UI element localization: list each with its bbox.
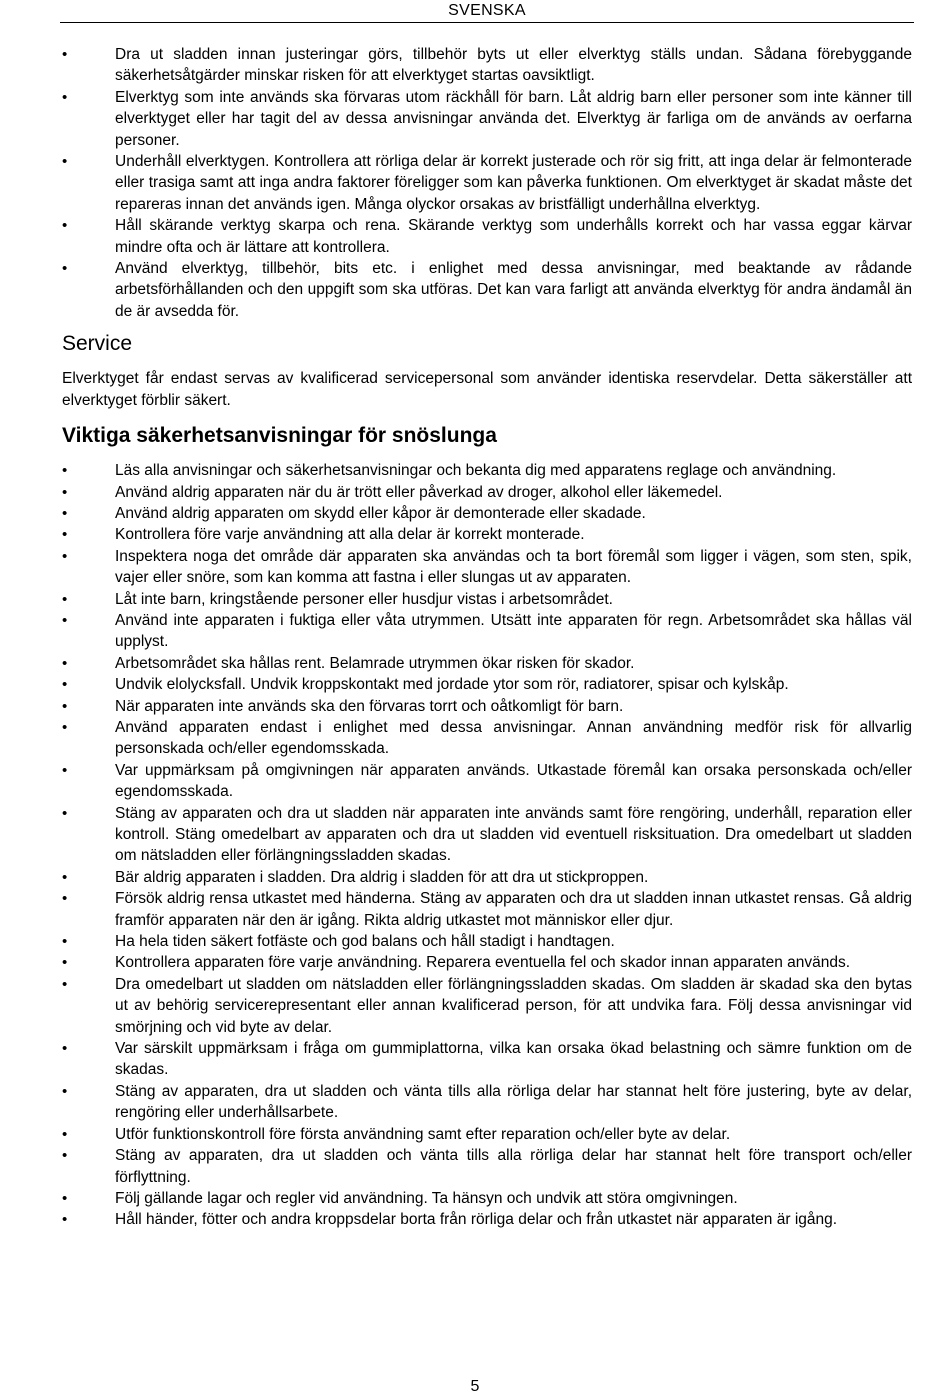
list-item [62,151,912,215]
list-item-text: Elverktyg som inte används ska förvaras utom räckhåll för barn. Låt aldrig barn eller personer som inte känner till elverktyget eller har tagit del av dessa anvisningar använda det. Elverktyg är farliga om de används av oerfarna personer. [115,88,912,149]
list-item [62,215,912,258]
list-item [62,867,912,888]
list-item [62,610,912,653]
bullet-icon: • [62,1125,68,1143]
list-item [62,931,912,952]
list-item [62,974,912,1038]
list-item-text: Använd aldrig apparaten när du är trött eller påverkad av droger, alkohol eller läkemedel. [115,483,723,501]
list-item-text: Inspektera noga det område där apparaten ska användas och ta bort föremål som ligger i vägen, som sten, spik, vajer eller snöre, som kan komma att fastna i eller slungas ut av apparaten. [115,547,912,587]
bullet-icon: • [62,483,68,501]
list-item-text: Dra ut sladden innan justeringar görs, tillbehör byts ut eller elverktyg ställs undan. Sådana förebyggande säkerhetsåtgärder minskar risken för att elverktyget startas oavsiktligt. [115,46,912,85]
list-item-text: Använd aldrig apparaten om skydd eller kåpor är demonterade eller skadade. [115,504,646,522]
bullet-icon: • [62,1147,68,1165]
list-item-text: När apparaten inte används ska den förvaras torrt och oåtkomligt för barn. [115,697,624,715]
bullet-icon: • [62,611,68,629]
list-item [62,653,912,674]
bullet-icon: • [62,868,68,886]
list-item [62,482,912,503]
list-item [62,888,912,931]
page-header-title: SVENSKA [448,2,526,19]
bullet-icon: • [62,1189,68,1207]
list-item-text: Använd apparaten endast i enlighet med dessa anvisningar. Annan användning medför risk för allvarlig personskada och/eller egendomsskada. [115,718,912,758]
list-item [62,546,912,589]
bullet-icon: • [62,954,68,972]
list-item-text: Var särskilt uppmärksam i fråga om gummiplattorna, vilka kan orsaka ökad belastning och sämre funktion om de skadas. [115,1040,912,1079]
bullet-icon: • [62,761,68,779]
snowblower-heading: Viktiga säkerhetsanvisningar för snöslunga [62,424,497,448]
bullet-icon: • [62,260,68,278]
service-paragraph: Elverktyget får endast servas av kvalificerad servicepersonal som använder identiska reservdelar. Detta säkerställer att elverktyget förblir säkert. [62,370,912,409]
list-item [62,674,912,695]
list-item [62,87,912,151]
list-item-text: Håll skärande verktyg skarpa och rena. Skärande verktyg som underhålls korrekt och har vassa eggar kärvar mindre ofta och är lättare att kontrollera. [115,217,912,256]
bullet-icon: • [62,504,68,522]
list-item-text: Kontrollera före varje användning att alla delar är korrekt monterade. [115,526,585,544]
bullet-icon: • [62,697,68,715]
list-item [62,1081,912,1124]
list-item [62,1188,912,1209]
bullet-icon: • [62,46,68,63]
bullet-icon: • [62,1211,68,1229]
list-item-text: Kontrollera apparaten före varje användning. Reparera eventuella fel och skador innan apparaten används. [115,954,851,972]
bullet-icon: • [62,654,68,672]
page-content [62,44,912,1231]
list-item-text: Undvik elolycksfall. Undvik kroppskontakt med jordade ytor som rör, radiatorer, spisar och kylskåp. [115,676,789,694]
bullet-icon: • [62,890,68,908]
list-item [62,1209,912,1230]
list-item-text: Använd inte apparaten i fuktiga eller våta utrymmen. Utsätt inte apparaten för regn. Arbetsområdet ska hållas väl upplyst. [115,611,912,651]
list-item [62,803,912,867]
list-item-text: Bär aldrig apparaten i sladden. Dra aldrig i sladden för att dra ut stickproppen. [115,868,649,886]
bullet-icon: • [62,462,68,480]
safety-list-general [62,44,912,322]
list-item [62,952,912,973]
list-item-text: Underhåll elverktygen. Kontrollera att rörliga delar är korrekt justerade och rör sig fritt, att inga delar är felmonterade eller trasiga samt att inga andra faktorer föreligger som kan påverka funktionen. Om elverktyget är skadat måste det repareras innan det används igen. Många olyckor orsakas av bristfälligt underhållna elverktyg. [115,153,912,213]
bullet-icon: • [62,1040,68,1058]
bullet-icon: • [62,88,68,106]
list-item [62,717,912,760]
list-item [62,460,912,481]
bullet-icon: • [62,804,68,822]
list-item-text: Läs alla anvisningar och säkerhetsanvisningar och bekanta dig med apparatens reglage och användning. [115,462,837,480]
list-item-text: Ha hela tiden säkert fotfäste och god balans och håll stadigt i handtagen. [115,933,615,951]
list-item [62,589,912,610]
bullet-icon: • [62,1082,68,1100]
list-item-text: Var uppmärksam på omgivningen när apparaten används. Utkastade föremål kan orsaka personskada och/eller egendomsskada. [115,761,912,801]
list-item [62,1124,912,1145]
list-item-text: Stäng av apparaten och dra ut sladden när apparaten inte används samt före rengöring, underhåll, reparation eller kontroll. Stäng omedelbart av apparaten och dra ut sladden vid eventuell risksituation. Dra omedelbart ut sladden om nätsladden eller förlängningssladden skadas. [115,804,912,865]
list-item [62,1145,912,1188]
bullet-icon: • [62,933,68,951]
bullet-icon: • [62,526,68,544]
list-item [62,760,912,803]
list-item [62,503,912,524]
safety-list-snowblower [62,460,912,1231]
bullet-icon: • [62,153,68,171]
bullet-icon: • [62,547,68,565]
list-item-text: Stäng av apparaten, dra ut sladden och vänta tills alla rörliga delar har stannat helt före justering, byte av delar, rengöring eller underhållsarbete. [115,1082,912,1122]
list-item [62,44,912,87]
list-item-text: Stäng av apparaten, dra ut sladden och vänta tills alla rörliga delar har stannat helt före transport och/eller förflyttning. [115,1147,912,1186]
list-item-text: Låt inte barn, kringstående personer eller husdjur vistas i arbetsområdet. [115,590,613,608]
list-item [62,524,912,545]
list-item-text: Använd elverktyg, tillbehör, bits etc. i enlighet med dessa anvisningar, med beaktande av rådande arbetsförhållanden och den uppgift som ska utföras. Det kan vara farligt att använda elverktyg för andra ändamål än de är avsedda för. [115,260,912,320]
bullet-icon: • [62,590,68,608]
bullet-icon: • [62,718,68,736]
list-item-text: Arbetsområdet ska hållas rent. Belamrade utrymmen ökar risken för skador. [115,654,635,672]
list-item-text: Håll händer, fötter och andra kroppsdelar borta från rörliga delar och från utkastet när apparaten är igång. [115,1211,838,1229]
bullet-icon: • [62,975,68,993]
list-item [62,258,912,322]
page-number: 5 [470,1378,480,1395]
list-item-text: Följ gällande lagar och regler vid användning. Ta hänsyn och undvik att störa omgivningen. [115,1189,738,1207]
list-item-text: Försök aldrig rensa utkastet med händerna. Stäng av apparaten och dra ut sladden innan utkastet rensas. Gå aldrig framför apparaten när den är igång. Rikta aldrig utkastet mot människor eller djur. [115,890,912,929]
bullet-icon: • [62,217,68,235]
list-item [62,696,912,717]
header-rule [60,22,914,23]
service-heading: Service [62,332,133,356]
bullet-icon: • [62,676,68,694]
list-item-text: Utför funktionskontroll före första användning samt efter reparation och/eller byte av delar. [115,1125,731,1143]
list-item-text: Dra omedelbart ut sladden om nätsladden eller förlängningssladden skadas. Om sladden är skadad ska den bytas ut av behörig servicerepresentant eller annan kvalificerad person, för att undvika fara. Följ dessa anvisningar vid smörjning och vid byte av delar. [115,975,912,1036]
list-item [62,1038,912,1081]
